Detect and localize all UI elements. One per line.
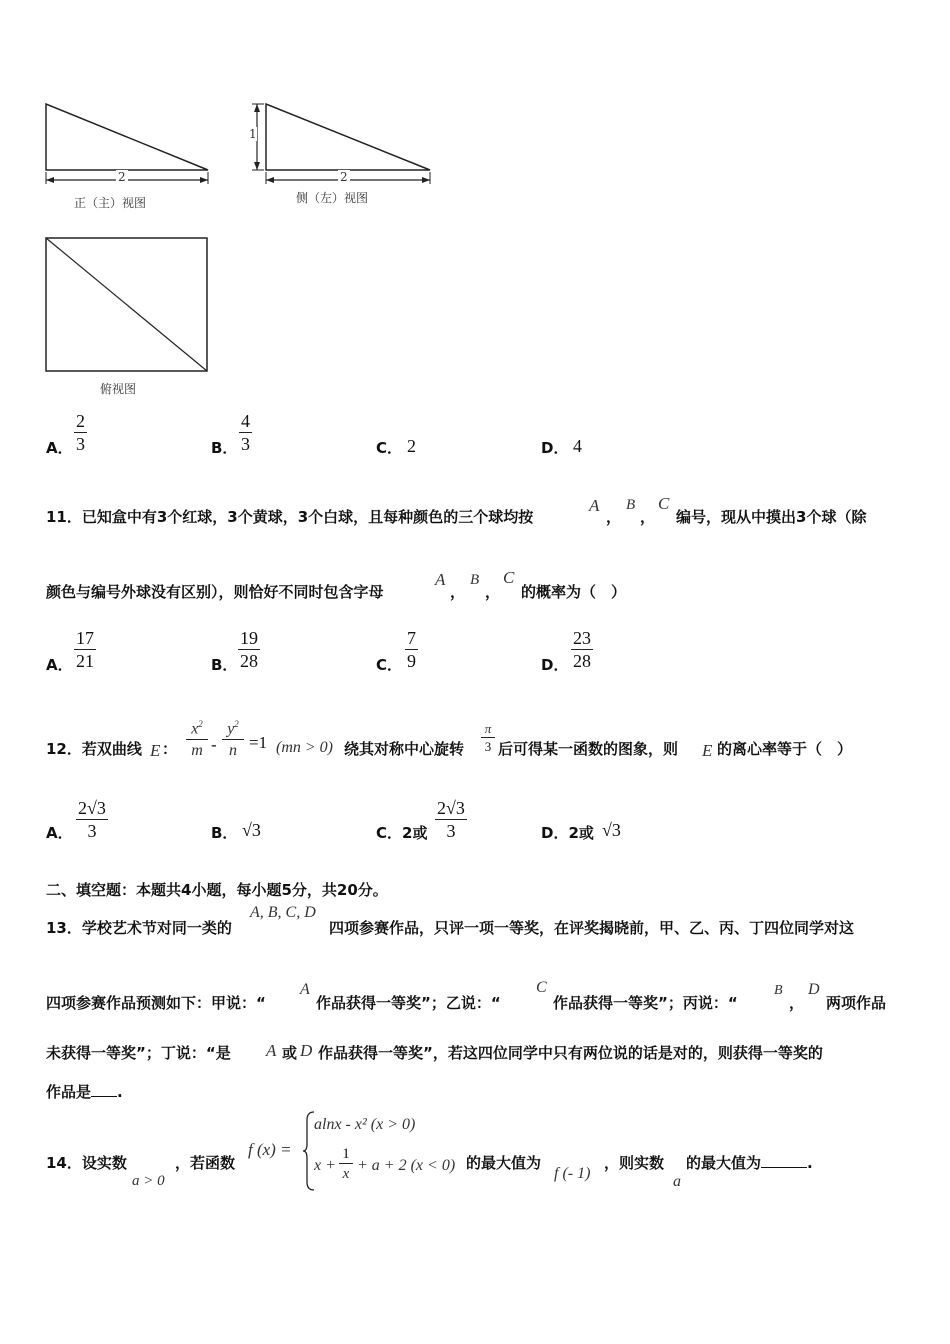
- q11-letter-c: C: [658, 494, 670, 513]
- q13-letter-c: C: [536, 979, 547, 996]
- q12-option-a-letter: A．: [46, 824, 73, 842]
- q11-option-b-fraction: $\frac{19}{28}$: [240, 628, 258, 671]
- q13-or: 或: [282, 1044, 298, 1062]
- q10-option-b-fraction: $\frac{4}{3}$: [241, 411, 250, 454]
- q10-option-d-value: 4: [573, 436, 582, 456]
- q12-option-b-value: √3: [242, 820, 261, 840]
- q13-letter-b: B: [774, 983, 783, 998]
- q11-letter-a: A: [589, 496, 600, 515]
- q14-condition: a > 0: [132, 1173, 165, 1189]
- q12-option-c-letter: C．2或: [376, 824, 428, 842]
- q13-letter-a: A: [300, 981, 310, 998]
- q12-x-frac: $x^2$ m: [186, 714, 208, 762]
- q11-line2: 颜色与编号外球没有区别），则恰好不同时包含字母: [46, 583, 384, 601]
- q12-e2: E: [702, 741, 713, 760]
- q13-letters: A, B, C, D: [250, 904, 316, 921]
- q14-f-minus-one: f (- 1): [554, 1165, 591, 1182]
- q11-line2-tail: 的概率为（ ）: [521, 583, 627, 601]
- top-view-figure: [40, 232, 212, 376]
- q11-line2-letter-b: B: [470, 572, 480, 588]
- q11-line2-letter-c: C: [503, 568, 515, 587]
- q13-line3b: 作品获得一等奖”，若这四位同学中只有两位说的话是对的，则获得一等奖的: [318, 1044, 823, 1062]
- top-view-label: 俯视图: [100, 382, 137, 396]
- q12-option-d-letter: D．2或: [541, 824, 594, 842]
- q12-option-d-value: √3: [602, 820, 621, 840]
- q13-line1a: 13．学校艺术节对同一类的: [46, 919, 232, 937]
- side-height-label: 1: [249, 127, 257, 141]
- q13-answer-blank[interactable]: [91, 1082, 117, 1097]
- q12-option-a-fraction: $\frac{2√3}{3}$: [78, 798, 106, 841]
- section-2-heading: 二、填空题：本题共4小题，每小题5分，共20分。: [46, 881, 388, 899]
- q12-colon: ：: [162, 740, 178, 758]
- front-view-label: 正（主）视图: [74, 196, 147, 210]
- q12-prefix: 12．若双曲线: [46, 740, 142, 758]
- side-width-label: 2: [340, 170, 348, 184]
- q12-mid: 绕其对称中心旋转: [344, 740, 465, 758]
- q10-option-c-letter: C．: [376, 439, 403, 457]
- q12-e: E: [150, 741, 161, 760]
- q13-comma: ，: [789, 994, 805, 1012]
- q11-letter-b: B: [626, 497, 636, 513]
- q14-case2-a: x +: [314, 1157, 336, 1174]
- q13-line1b: 四项参赛作品，只评一项一等奖，在评奖揭晓前，甲、乙、丙、丁四位同学对这: [329, 919, 855, 937]
- q10-option-a-letter: A．: [46, 439, 73, 457]
- q13-line2a: 四项参赛作品预测如下：甲说：“: [46, 994, 266, 1012]
- q14-answer-blank[interactable]: [761, 1153, 807, 1168]
- q10-option-c-value: 2: [407, 436, 416, 456]
- q11-option-c-letter: C．: [376, 656, 403, 674]
- side-view-label: 侧（左）视图: [296, 191, 369, 205]
- q12-tail: 后可得某一函数的图象，则: [498, 740, 679, 758]
- q11-option-c-fraction: $\frac{7}{9}$: [407, 628, 416, 671]
- q13-line3-letter-a: A: [266, 1041, 277, 1060]
- q13-line3-letter-d: D: [300, 1041, 313, 1060]
- q11-option-a-fraction: $\frac{17}{21}$: [76, 628, 94, 671]
- q14-a: a: [673, 1173, 681, 1190]
- q12-option-b-letter: B．: [211, 824, 238, 842]
- q13-line4: 作品是 .: [46, 1083, 123, 1101]
- q10-option-b-letter: B．: [211, 439, 238, 457]
- q14-prefix: 14．设实数: [46, 1154, 127, 1172]
- q14-case1: alnx - x² (x > 0): [314, 1116, 416, 1133]
- q13-line3a: 未获得一等奖”；丁说：“是: [46, 1044, 231, 1062]
- q13-line2d: 两项作品: [826, 994, 887, 1012]
- q11-option-b-letter: B．: [211, 656, 238, 674]
- q12-y-frac: $y^2$ n: [222, 714, 244, 762]
- q14-case2-frac: 1 x: [339, 1145, 353, 1184]
- q10-option-d-letter: D．: [541, 439, 569, 457]
- q14-mid: ，若函数: [175, 1154, 236, 1172]
- q14-case2-b: + a + 2 (x < 0): [357, 1157, 456, 1174]
- q13-letter-d: D: [808, 981, 820, 998]
- front-view-figure: [40, 98, 220, 188]
- q11-option-d-fraction: $\frac{23}{28}$: [573, 628, 591, 671]
- q12-tail2: 的离心率等于（ ）: [717, 740, 853, 758]
- q11-line1: 11．已知盒中有3个红球，3个黄球，3个白球，且每种颜色的三个球均按: [46, 508, 534, 526]
- q14-tail3: 的最大值为 .: [686, 1154, 813, 1172]
- q11-line2-letter-a: A: [435, 570, 446, 589]
- q12-condition: (mn > 0): [276, 739, 334, 756]
- q11-line1-tail: 编号，现从中摸出3个球（除: [676, 508, 867, 526]
- q12-equals-one: =1: [249, 733, 268, 752]
- q11-option-d-letter: D．: [541, 656, 569, 674]
- q10-option-a-fraction: $\frac{2}{3}$: [76, 411, 85, 454]
- q12-pi-frac: π 3: [481, 721, 495, 755]
- q13-line2b: 作品获得一等奖”；乙说：“: [316, 994, 501, 1012]
- q13-line2c: 作品获得一等奖”；丙说：“: [553, 994, 738, 1012]
- q12-option-c-fraction: $\frac{2√3}{3}$: [437, 798, 465, 841]
- q14-tail2: ，则实数: [604, 1154, 665, 1172]
- q12-minus: -: [211, 735, 217, 754]
- q11-option-a-letter: A．: [46, 656, 73, 674]
- q14-fx: f (x) =: [248, 1140, 292, 1159]
- q14-tail1: 的最大值为: [466, 1154, 542, 1172]
- front-width-label: 2: [118, 170, 126, 184]
